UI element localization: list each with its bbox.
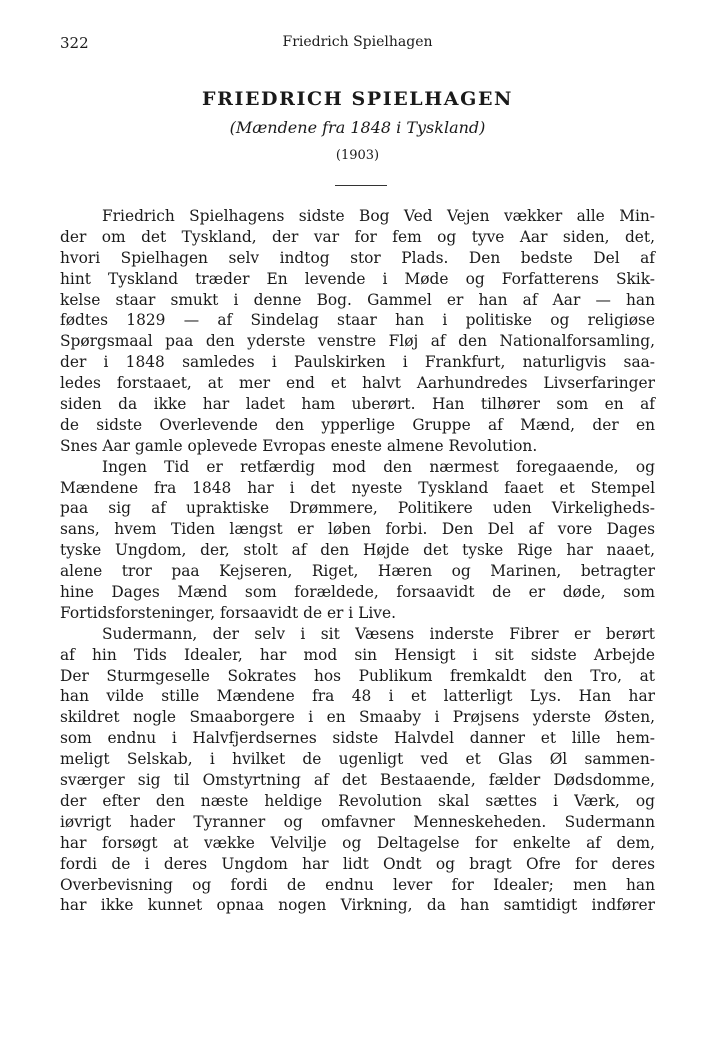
chapter-subtitle: (Mændene fra 1848 i Tyskland): [229, 118, 486, 137]
text-line: paa sig af upraktiske Drømmere, Politikere uden Virkeligheds-: [60, 499, 655, 518]
text-line: Ingen Tid er retfærdig mod den nærmest foregaaende, og: [102, 457, 655, 476]
text-line: Spørgsmaal paa den yderste venstre Fløj af den Nationalforsamling,: [60, 332, 655, 351]
text-line: sans, hvem Tiden længst er løben forbi. Den Del af vore Dages: [60, 520, 655, 539]
text-line: alene tror paa Kejseren, Riget, Hæren og Marinen, betragter: [60, 562, 655, 581]
text-line: Snes Aar gamle oplevede Evropas eneste almene Revolution.: [60, 436, 538, 455]
text-line: hine Dages Mænd som forældede, forsaavidt de er døde, som: [60, 583, 655, 602]
text-line: har ikke kunnet opnaa nogen Virkning, da han samtidigt indfører: [60, 896, 655, 915]
text-line: ledes forstaaet, at mer end et halvt Aarhundredes Livserfaringer: [60, 374, 655, 393]
text-line: tyske Ungdom, der, stolt af den Højde det tyske Rige har naaet,: [60, 541, 655, 560]
text-line: meligt Selskab, i hvilket de ugenligt ved et Glas Øl sammen-: [60, 750, 655, 769]
body-text: [60, 206, 655, 916]
text-line: som endnu i Halvfjerdsernes sidste Halvdel danner et lille hem-: [60, 729, 655, 748]
text-line: der i 1848 samledes i Paulskirken i Frankfurt, naturligvis saa-: [60, 353, 655, 372]
page-number: 322: [60, 34, 89, 52]
text-line: af hin Tids Idealer, har mod sin Hensigt i sit sidste Arbejde: [60, 645, 655, 664]
chapter-year: (1903): [335, 148, 380, 163]
text-line: de sidste Overlevende den ypperlige Gruppe af Mænd, der en: [60, 415, 655, 434]
text-line: der om det Tyskland, der var for fem og tyve Aar siden, det,: [60, 227, 655, 246]
section-divider: [335, 185, 387, 186]
text-line: Sudermann, der selv i sit Væsens inderste Fibrer er berørt: [102, 624, 655, 643]
running-title: Friedrich Spielhagen: [282, 34, 433, 50]
text-line: Overbevisning og fordi de endnu lever for Idealer; men han: [60, 875, 655, 894]
text-line: iøvrigt hader Tyranner og omfavner Menneskeheden. Sudermann: [60, 812, 655, 831]
text-line: siden da ikke har ladet ham uberørt. Han tilhører som en af: [60, 395, 655, 414]
running-header: [60, 34, 655, 56]
text-line: hvori Spielhagen selv indtog stor Plads. Den bedste Del af: [60, 248, 655, 267]
text-line: sværger sig til Omstyrtning af det Bestaaende, fælder Dødsdomme,: [60, 771, 655, 790]
text-line: Mændene fra 1848 har i det nyeste Tyskland faaet et Stempel: [60, 478, 655, 497]
text-line: hint Tyskland træder En levende i Møde og Forfatterens Skik-: [60, 269, 655, 288]
text-line: Friedrich Spielhagens sidste Bog Ved Vejen vækker alle Min-: [102, 207, 655, 225]
text-line: fordi de i deres Ungdom har lidt Ondt og bragt Ofre for deres: [60, 854, 655, 873]
text-line: skildret nogle Smaaborgere i en Smaaby i Prøjsens yderste Østen,: [60, 708, 655, 727]
text-line: han vilde stille Mændene fra 48 i et latterligt Lys. Han har: [60, 687, 655, 706]
text-line: kelse staar smukt i denne Bog. Gammel er han af Aar — han: [60, 290, 655, 309]
text-line: Fortidsforsteninger, forsaavidt de er i Live.: [60, 603, 396, 622]
text-line: der efter den næste heldige Revolution skal sættes i Værk, og: [60, 791, 655, 810]
text-line: fødtes 1829 — af Sindelag staar han i politiske og religiøse: [60, 311, 655, 330]
text-line: har forsøgt at vække Velvilje og Deltagelse for enkelte af dem,: [60, 833, 655, 852]
chapter-title: FRIEDRICH SPIELHAGEN: [202, 88, 513, 110]
text-line: Der Sturmgeselle Sokrates hos Publikum fremkaldt den Tro, at: [60, 666, 655, 685]
